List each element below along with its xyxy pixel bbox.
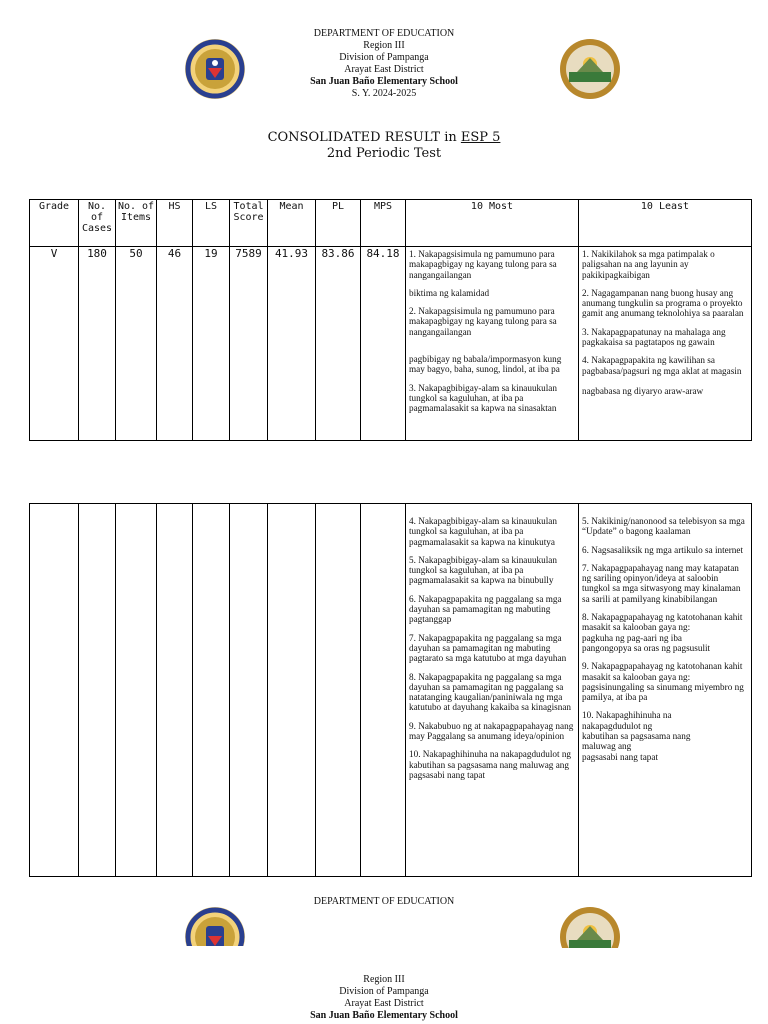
- cell-items: 50: [116, 247, 157, 441]
- title-prefix: CONSOLIDATED RESULT in: [267, 130, 461, 145]
- header-line-district: Arayat East District: [344, 64, 424, 75]
- most-item: 8. Nakapagpapakita ng paggalang sa mga dayuhan sa pamamagitan ng paggalang sa natatanging kaugalian/paniniwala ng mga katutubo at dayuhang kakaiba sa kinagisnan: [409, 671, 572, 713]
- most-item: 4. Nakapagbibigay-alam sa kinauukulan tungkol sa kaguluhan, at iba pa pagmamalasakit sa kapwa na kinukutya: [409, 516, 557, 547]
- most-item: 1. Nakapagsisimula ng pamumuno para makapagbigay ng kayang tulong para sa nangangailangan: [409, 249, 557, 280]
- most-item: 6. Nakapagpapakita ng paggalang sa mga dayuhan sa pamamagitan ng mabuting pagtanggap: [409, 593, 562, 625]
- col-header-cases: No. of Cases: [79, 200, 116, 247]
- header-line-division: Division of Pampanga: [339, 52, 429, 63]
- results-table-page1: [29, 199, 752, 441]
- table-row: [30, 504, 752, 877]
- least-item: 3. Nakapagpapatunay na mahalaga ang pagkakaisa sa pagtatapos ng gawain: [582, 326, 726, 348]
- cell-least-competencies: [579, 247, 752, 441]
- col-header-ls: LS: [193, 200, 230, 247]
- next-page-header: [0, 974, 768, 1022]
- header-school-year: S. Y. 2024-2025: [351, 88, 417, 99]
- title-subject: ESP 5: [460, 130, 501, 145]
- empty-cell: [361, 504, 406, 877]
- least-item: 4. Nakapagpapakita ng kawilihan sa pagbabasa/pagsuri ng mga aklat at magasin: [582, 355, 742, 376]
- most-item: 10. Nakapaghihinuha na nakapagdudulot ng kabutihan sa pagsasama nang maluwag ang pagsasabi nang tapat: [409, 749, 572, 780]
- most-item: 2. Nakapagsisimula ng pamumuno para makapagbigay ng kayang tulong para sa nangangailangan: [409, 306, 557, 337]
- header-school-name: San Juan Baño Elementary School: [310, 76, 458, 87]
- empty-cell: [193, 504, 230, 877]
- header-school-name: San Juan Baño Elementary School: [310, 1010, 458, 1021]
- report-title: [0, 130, 768, 162]
- empty-cell: [116, 504, 157, 877]
- col-header-least: 10 Least: [579, 200, 752, 247]
- cell-mps: 84.18: [361, 247, 406, 441]
- least-item: 5. Nakikinig/nanonood sa telebisyon sa mga “Update” o bagong kaalaman: [582, 516, 745, 537]
- school-seal-logo: [559, 906, 621, 948]
- col-header-mean: Mean: [268, 200, 316, 247]
- cell-pl: 83.86: [316, 247, 361, 441]
- least-item: 7. Nakapagpapahayag nang may katapatan ng sariling opinyon/ideya at saloobin tungkol sa mga sitwasyong may kinalaman sa sarili at pamilyang kinabibilangan: [582, 562, 741, 604]
- school-header: [0, 28, 768, 100]
- table-header-row: [30, 200, 752, 247]
- empty-cell: [79, 504, 116, 877]
- most-item: 5. Nakapagbibigay-alam sa kinauukulan tungkol sa kaguluhan, at iba pa pagmamalasakit sa kapwa na binubully: [409, 554, 557, 586]
- most-item: 3. Nakapagbibigay-alam sa kinauukulan tungkol sa kaguluhan, at iba pa pagmamalasakit sa kapwa na sinasaktan: [409, 382, 557, 414]
- empty-cell: [30, 504, 79, 877]
- col-header-most: 10 Most: [406, 200, 579, 247]
- most-item: pagbibigay ng babala/impormasyon kung may bagyo, baha, sunog, lindol, at iba pa: [409, 354, 562, 375]
- cell-grade: V: [30, 247, 79, 441]
- empty-cell: [230, 504, 268, 877]
- col-header-mps: MPS: [361, 200, 406, 247]
- col-header-grade: Grade: [30, 200, 79, 247]
- cell-total: 7589: [230, 247, 268, 441]
- header-line-dept: DEPARTMENT OF EDUCATION: [313, 28, 455, 39]
- deped-seal-logo: [184, 906, 246, 946]
- least-item: nagbabasa ng diyaryo araw-araw: [582, 385, 704, 396]
- header-line-district: Arayat East District: [344, 998, 424, 1009]
- col-header-total: Total Score: [230, 200, 268, 247]
- least-item: 2. Nagagampanan nang buong husay ang anumang tungkulin sa programa o proyekto gamit ang anumang teknolohiya sa paaralan: [582, 287, 744, 319]
- cell-least-competencies-cont: [579, 504, 752, 877]
- cell-most-competencies-cont: [406, 504, 579, 877]
- least-item: 1. Nakikilahok sa mga patimpalak o paligsahan na ang layunin ay pakikipagkaibigan: [582, 249, 715, 280]
- cell-ls: 19: [193, 247, 230, 441]
- col-header-hs: HS: [157, 200, 193, 247]
- empty-cell: [268, 504, 316, 877]
- least-item: 6. Nagsasaliksik ng mga artikulo sa internet: [582, 544, 744, 555]
- cell-most-competencies: [406, 247, 579, 441]
- most-item: 9. Nakabubuo ng at nakapagpapahayag nang may Paggalang sa anumang ideya/opinion: [409, 720, 574, 742]
- results-table-page2: [29, 503, 752, 877]
- cell-mean: 41.93: [268, 247, 316, 441]
- most-item: 7. Nakapagpapakita ng paggalang sa mga dayuhan sa pamamagitan ng mabuting pagtarato sa mga katutubo at mga dayuhan: [409, 632, 567, 664]
- empty-cell: [157, 504, 193, 877]
- col-header-pl: PL: [316, 200, 361, 247]
- next-page-dept: DEPARTMENT OF EDUCATION: [313, 896, 455, 907]
- col-header-items: No. of Items: [116, 200, 157, 247]
- header-line-division: Division of Pampanga: [339, 986, 429, 997]
- least-item: 8. Nakapagpapahayag ng katotohanan kahit masakit sa kalooban gaya ng: pagkuha ng pag-aari ng iba pangongopya sa oras ng pagsusulit: [582, 612, 743, 653]
- cell-cases: 180: [79, 247, 116, 441]
- most-item: biktima ng kalamidad: [409, 287, 490, 298]
- header-line-region: Region III: [363, 40, 405, 51]
- least-item: 10. Nakapaghihinuha na nakapagdudulot ng kabutihan sa pagsasama nang maluwag ang pagsasabi nang tapat: [582, 710, 691, 762]
- cell-hs: 46: [157, 247, 193, 441]
- title-subtitle: 2nd Periodic Test: [326, 146, 442, 161]
- table-row: [30, 247, 752, 441]
- header-line-region: Region III: [363, 974, 405, 985]
- empty-cell: [316, 504, 361, 877]
- least-item: 9. Nakapagpapahayag ng katotohanan kahit masakit sa kalooban gaya ng: pagsisinungaling sa sinumang miyembro ng pamilya, at iba pa: [582, 661, 744, 703]
